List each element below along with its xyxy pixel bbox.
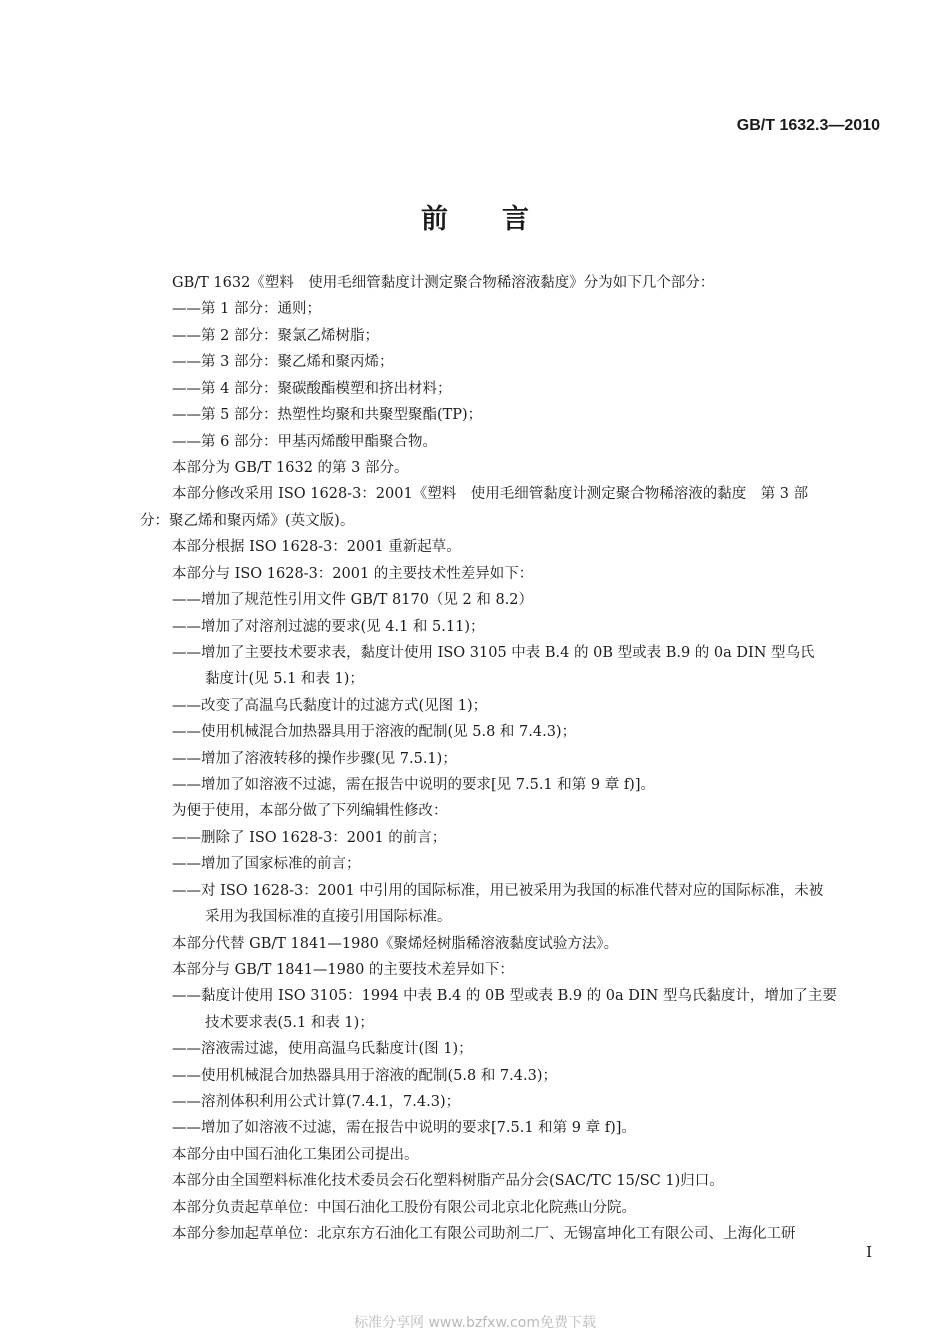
text-line: ——第 6 部分：甲基丙烯酸甲酯聚合物。	[172, 434, 437, 450]
text-line: ——使用机械混合加热器具用于溶液的配制(见 5.8 和 7.4.3)；	[172, 724, 577, 740]
standard-code: GB/T 1632.3—2010	[736, 117, 880, 134]
text-line: ——第 5 部分：热塑性均聚和共聚型聚酯(TP)；	[172, 407, 483, 423]
text-line: ——溶剂体积利用公式计算(7.4.1，7.4.3)；	[172, 1094, 461, 1110]
text-line: 本部分代替 GB/T 1841—1980《聚烯烃树脂稀溶液黏度试验方法》。	[172, 936, 619, 952]
watermark: 标准分享网 www.bzfxw.com免费下载	[354, 1315, 596, 1331]
text-line: 本部分负责起草单位：中国石油化工股份有限公司北京北化院燕山分院。	[172, 1200, 636, 1216]
text-line: ——第 1 部分：通则；	[172, 301, 321, 317]
text-line: ——溶液需过滤，使用高温乌氏黏度计(图 1)；	[172, 1041, 473, 1057]
text-line: ——第 4 部分：聚碳酸酯模塑和挤出材料；	[172, 381, 452, 397]
text-line: ——删除了 ISO 1628-3：2001 的前言；	[172, 830, 447, 846]
text-line: ——增加了对溶剂过滤的要求(见 4.1 和 5.11)；	[172, 619, 485, 635]
text-line: GB/T 1632《塑料 使用毛细管黏度计测定聚合物稀溶液黏度》分为如下几个部分：	[172, 275, 715, 291]
text-line: 本部分由中国石油化工集团公司提出。	[172, 1147, 419, 1163]
text-line: 为便于使用，本部分做了下列编辑性修改：	[172, 803, 448, 819]
text-line: 本部分为 GB/T 1632 的第 3 部分。	[172, 460, 409, 476]
text-line: 本部分参加起草单位：北京东方石油化工有限公司助剂二厂、无锡富坤化工有限公司、上海化工研	[172, 1226, 796, 1242]
text-line: ——黏度计使用 ISO 3105：1994 中表 B.4 的 0B 型或表 B.9 的 0a DIN 型乌氏黏度计，增加了主要	[172, 988, 837, 1004]
text-line: ——第 3 部分：聚乙烯和聚丙烯；	[172, 354, 394, 370]
text-line: 本部分与 GB/T 1841—1980 的主要技术差异如下：	[172, 962, 514, 978]
text-line: 采用为我国标准的直接引用国际标准。	[205, 909, 452, 925]
text-line: 黏度计(见 5.1 和表 1)；	[205, 671, 364, 687]
text-line: ——增加了国家标准的前言；	[172, 856, 361, 872]
text-line: 技术要求表(5.1 和表 1)；	[205, 1015, 374, 1031]
text-line: ——增加了如溶液不过滤，需在报告中说明的要求[见 7.5.1 和第 9 章 f)]。	[172, 777, 656, 793]
text-line: ——增加了规范性引用文件 GB/T 8170（见 2 和 8.2）	[172, 592, 534, 608]
text-line: 本部分与 ISO 1628-3：2001 的主要技术性差异如下：	[172, 566, 534, 582]
text-line: ——增加了主要技术要求表，黏度计使用 ISO 3105 中表 B.4 的 0B 型或表 B.9 的 0a DIN 型乌氏	[172, 645, 815, 661]
text-line: 本部分由全国塑料标准化技术委员会石化塑料树脂产品分会(SAC/TC 15/SC 1)归口。	[172, 1173, 724, 1189]
page-number: I	[866, 1243, 872, 1261]
text-line: 本部分修改采用 ISO 1628-3：2001《塑料 使用毛细管黏度计测定聚合物稀溶液的黏度 第 3 部	[172, 486, 809, 502]
text-line: 本部分根据 ISO 1628-3：2001 重新起草。	[172, 539, 461, 555]
text-line: ——对 ISO 1628-3：2001 中引用的国际标准，用已被采用为我国的标准代替对应的国际标准，未被	[172, 883, 824, 899]
text-line: ——增加了如溶液不过滤，需在报告中说明的要求[7.5.1 和第 9 章 f)]。	[172, 1120, 636, 1136]
text-line: 分：聚乙烯和聚丙烯》(英文版)。	[140, 513, 355, 529]
text-line: ——使用机械混合加热器具用于溶液的配制(5.8 和 7.4.3)；	[172, 1068, 557, 1084]
text-line: ——第 2 部分：聚氯乙烯树脂；	[172, 328, 379, 344]
text-line: ——增加了溶液转移的操作步骤(见 7.5.1)；	[172, 751, 457, 767]
text-line: ——改变了高温乌氏黏度计的过滤方式(见图 1)；	[172, 698, 488, 714]
page-title: 前言	[421, 204, 583, 235]
